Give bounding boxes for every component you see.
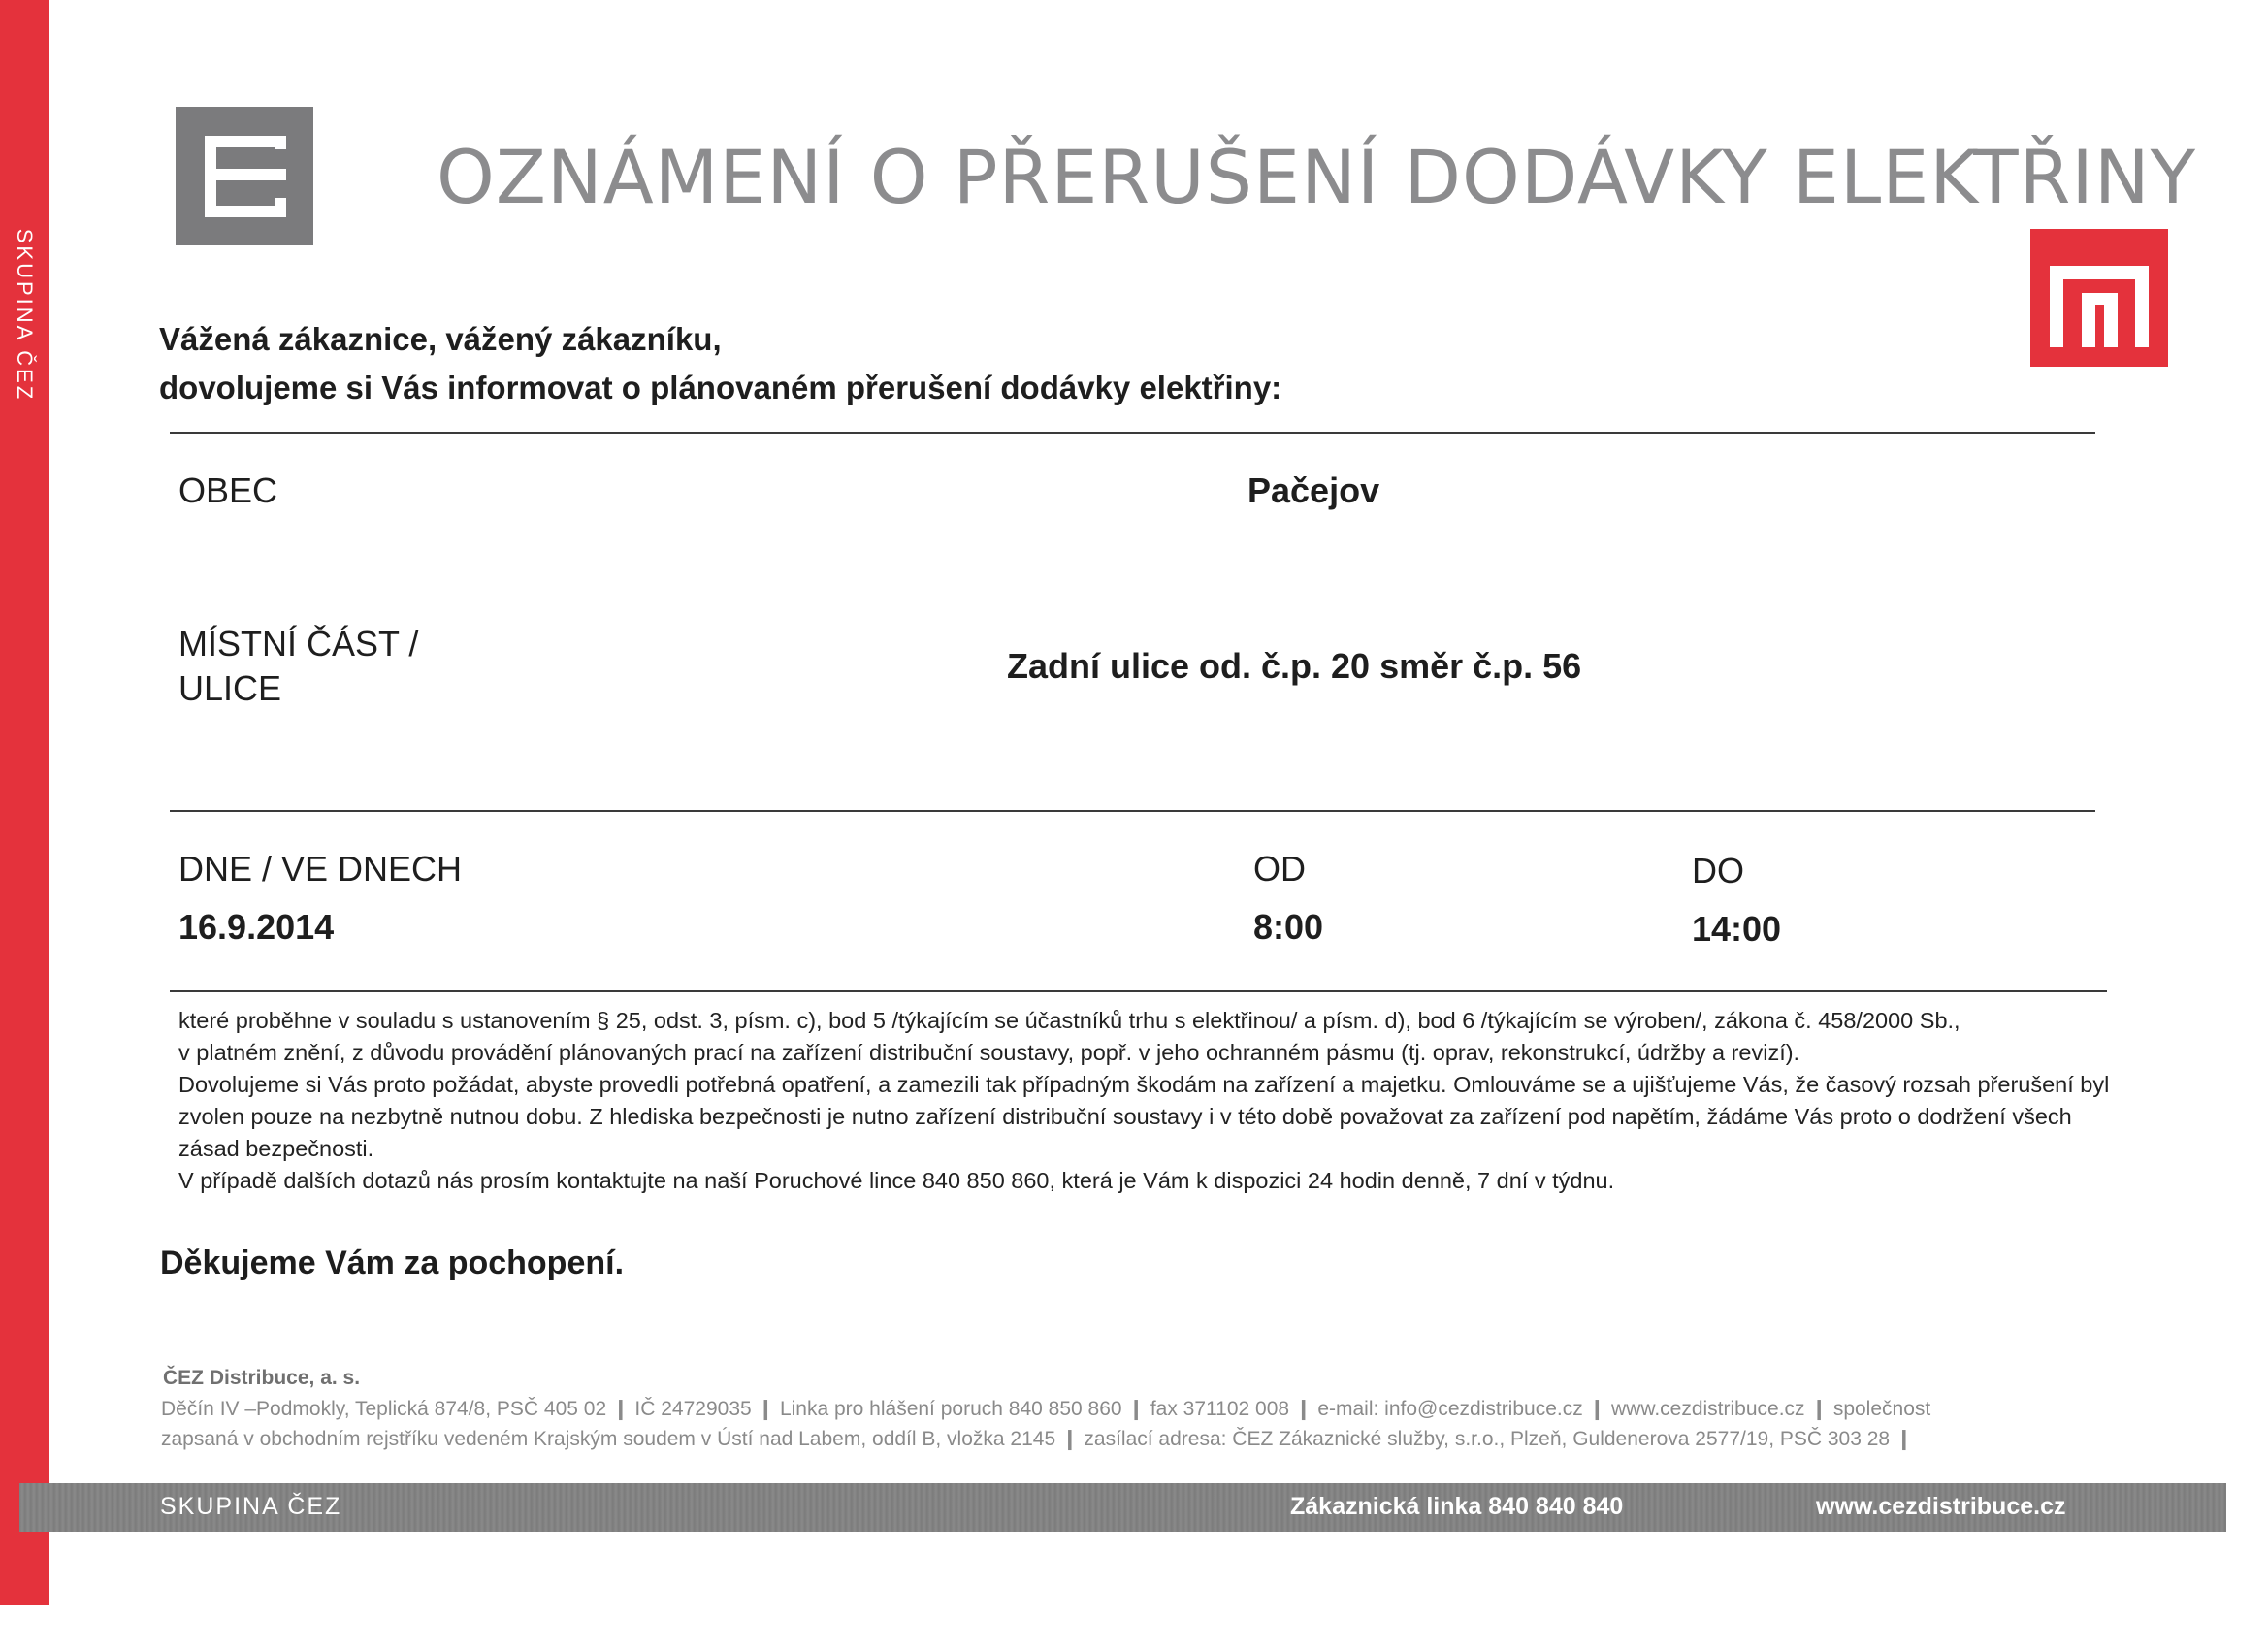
notice-body [178, 1005, 2138, 1197]
to-label: DO [1692, 851, 1744, 890]
power-plug-icon [2030, 229, 2168, 367]
footer-line-2: zapsaná v obchodním rejstříku vedeném Krajským soudem v Ústí nad Labem, oddíl B, vložka 2145 ❙ zasílací adresa: ČEZ Zákaznické služby, s.r.o., Plzeň, Guldenerova 2577/19, PSČ 303 28 ❙ [161, 1428, 1913, 1450]
obec-label: OBEC [178, 470, 278, 510]
greeting-line-2: dovolujeme si Vás informovat o plánovaném přerušení dodávky elektřiny: [159, 370, 1282, 405]
date-value: 16.9.2014 [178, 907, 335, 947]
mistni-cast-label-line-1: MÍSTNÍ ČÁST / [178, 624, 419, 663]
to-value: 14:00 [1692, 909, 1782, 949]
thanks-text: Děkujeme Vám za pochopení. [160, 1245, 625, 1281]
bottom-bar-hotline: Zákaznická linka 840 840 840 [1290, 1493, 1624, 1520]
body-paragraph: Dovolujeme si Vás proto požádat, abyste provedli potřebná opatření, a zamezili tak případným škodám na zařízení a majetku. Omlouváme se a ujišťujeme Vás, že časový rozsah přerušení byl zvolen pouze na nezbytně nutnou dobu. Z hlediska bezpečnosti je nutno zařízení distribuční soustavy i v této době považovat za zařízení pod napětím, žádáme Vás proto o dodržení všech zásad bezpečnosti. [178, 1072, 2110, 1161]
side-brand-label [0, 223, 49, 407]
body-paragraph: V případě dalších dotazů nás prosím kontaktujte na naší Poruchové lince 840 850 860, která je Vám k dispozici 24 hodin denně, 7 dní v týdnu. [178, 1168, 1615, 1193]
body-paragraph: které proběhne v souladu s ustanovením § 25, odst. 3, písm. c), bod 5 /týkajícím se účastníků trhu s elektřinou/ a písm. d), bod 6 /týkajícím se výroben/, zákona č. 458/2000 Sb., [178, 1008, 1960, 1033]
company-name: ČEZ Distribuce, a. s. [163, 1367, 361, 1389]
from-label: OD [1253, 849, 1306, 889]
bottom-bar-website-link[interactable]: www.cezdistribuce.cz [1816, 1493, 2066, 1520]
obec-value: Pačejov [1247, 470, 1380, 510]
bottom-bar [19, 1483, 2226, 1532]
greeting-line-1: Vážená zákaznice, vážený zákazníku, [159, 321, 722, 357]
divider [170, 810, 2095, 812]
body-paragraph: v platném znění, z důvodu provádění plánovaných prací na zařízení distribuční soustavy, popř. v jeho ochranném pásmu (tj. oprav, rekonstrukcí, údržby a revizí). [178, 1040, 1800, 1065]
from-value: 8:00 [1253, 907, 1324, 947]
footer-line-1: Děčín IV –Podmokly, Teplická 874/8, PSČ 405 02 ❙ IČ 24729035 ❙ Linka pro hlášení poruch 840 850 860 ❙ fax 371102 008 ❙ e-mail: info@cezdistribuce.cz ❙ www.cezdistribuce.cz ❙ společnost [161, 1398, 1931, 1420]
mistni-cast-label-line-2: ULICE [178, 668, 282, 708]
date-label: DNE / VE DNECH [178, 849, 463, 889]
divider [170, 990, 2107, 992]
bottom-bar-brand: SKUPINA ČEZ [160, 1493, 342, 1520]
divider [170, 432, 2095, 434]
mistni-cast-value: Zadní ulice od. č.p. 20 směr č.p. 56 [1007, 646, 1582, 686]
page-title: OZNÁMENÍ O PŘERUŠENÍ DODÁVKY ELEKTŘINY [437, 134, 2197, 220]
side-brand-text: SKUPINA ČEZ [13, 228, 38, 403]
cez-logo-icon [176, 107, 313, 245]
